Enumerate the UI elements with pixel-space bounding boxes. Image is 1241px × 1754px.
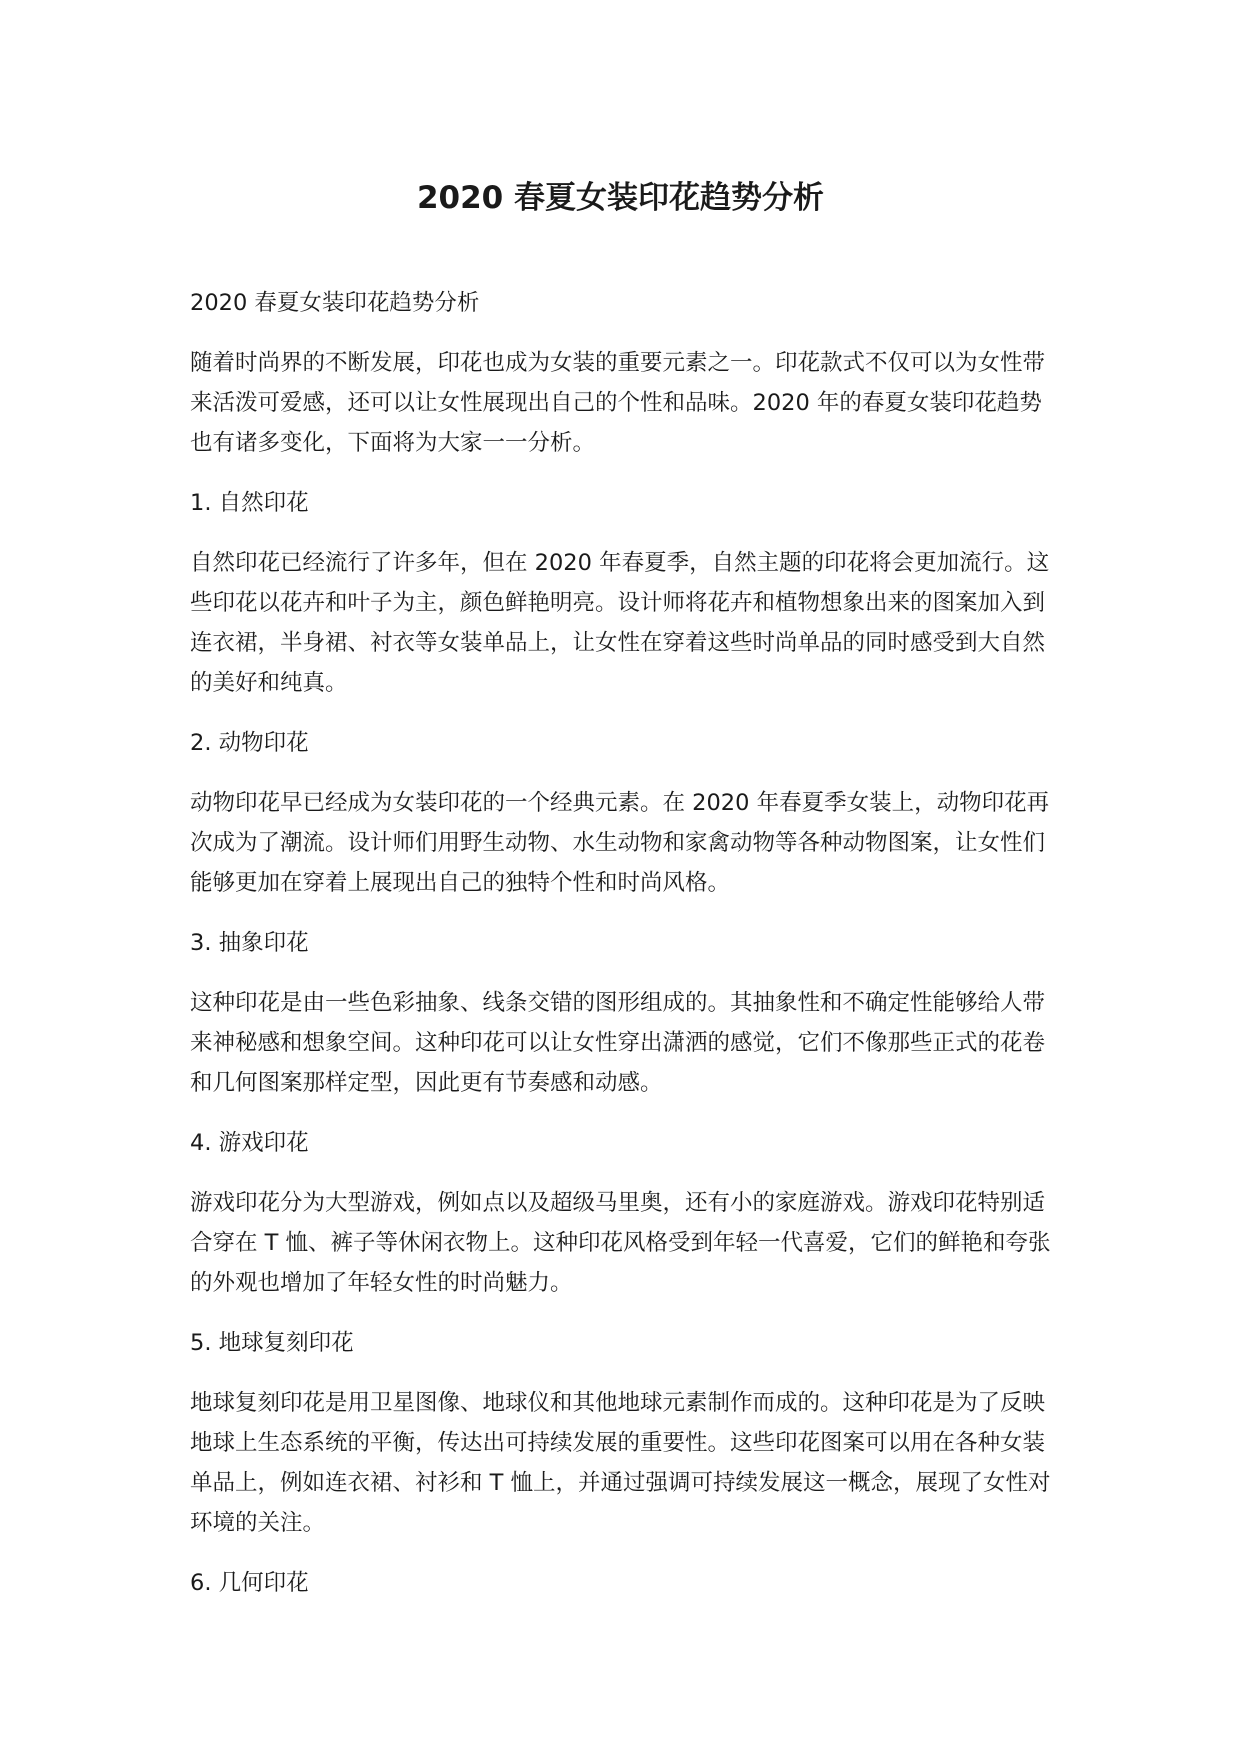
- section-body-animal: 动物印花早已经成为女装印花的一个经典元素。在 2020 年春夏季女装上，动物印花再次成为了潮流。设计师们用野生动物、水生动物和家禽动物等各种动物图案，让女性们能够更加在穿着上展现出自己的独特个性和时尚风格。: [190, 790, 1050, 896]
- document-title: 2020 春夏女装印花趋势分析: [416, 180, 825, 216]
- section-body-natural: 自然印花已经流行了许多年，但在 2020 年春夏季，自然主题的印花将会更加流行。这些印花以花卉和叶子为主，颜色鲜艳明亮。设计师将花卉和植物想象出来的图案加入到连衣裙，半身裙、衬衣等女装单品上，让女性在穿着这些时尚单品的同时感受到大自然的美好和纯真。: [190, 550, 1050, 696]
- section-heading-abstract: 3. 抽象印花: [190, 930, 309, 956]
- section-body-abstract: 这种印花是由一些色彩抽象、线条交错的图形组成的。其抽象性和不确定性能够给人带来神秘感和想象空间。这种印花可以让女性穿出潇洒的感觉，它们不像那些正式的花卷和几何图案那样定型，因此更有节奏感和动感。: [190, 990, 1046, 1096]
- section-heading-geometric: 6. 几何印花: [190, 1570, 309, 1596]
- section-heading-game: 4. 游戏印花: [190, 1130, 309, 1156]
- document-body: [190, 283, 1052, 1623]
- intro-paragraph: 随着时尚界的不断发展，印花也成为女装的重要元素之一。印花款式不仅可以为女性带来活泼可爱感，还可以让女性展现出自己的个性和品味。2020 年的春夏女装印花趋势也有诸多变化，下面将为大家一一分析。: [190, 350, 1046, 456]
- section-heading-earth: 5. 地球复刻印花: [190, 1330, 354, 1356]
- section-heading-natural: 1. 自然印花: [190, 490, 309, 516]
- document-subtitle: 2020 春夏女装印花趋势分析: [190, 290, 480, 316]
- section-heading-animal: 2. 动物印花: [190, 730, 309, 756]
- section-body-game: 游戏印花分为大型游戏，例如点以及超级马里奥，还有小的家庭游戏。游戏印花特别适合穿在 T 恤、裤子等休闲衣物上。这种印花风格受到年轻一代喜爱，它们的鲜艳和夸张的外观也增加了年轻女性的时尚魅力。: [190, 1190, 1051, 1296]
- section-body-earth: 地球复刻印花是用卫星图像、地球仪和其他地球元素制作而成的。这种印花是为了反映地球上生态系统的平衡，传达出可持续发展的重要性。这些印花图案可以用在各种女装单品上，例如连衣裙、衬衫和 T 恤上，并通过强调可持续发展这一概念，展现了女性对环境的关注。: [190, 1390, 1051, 1536]
